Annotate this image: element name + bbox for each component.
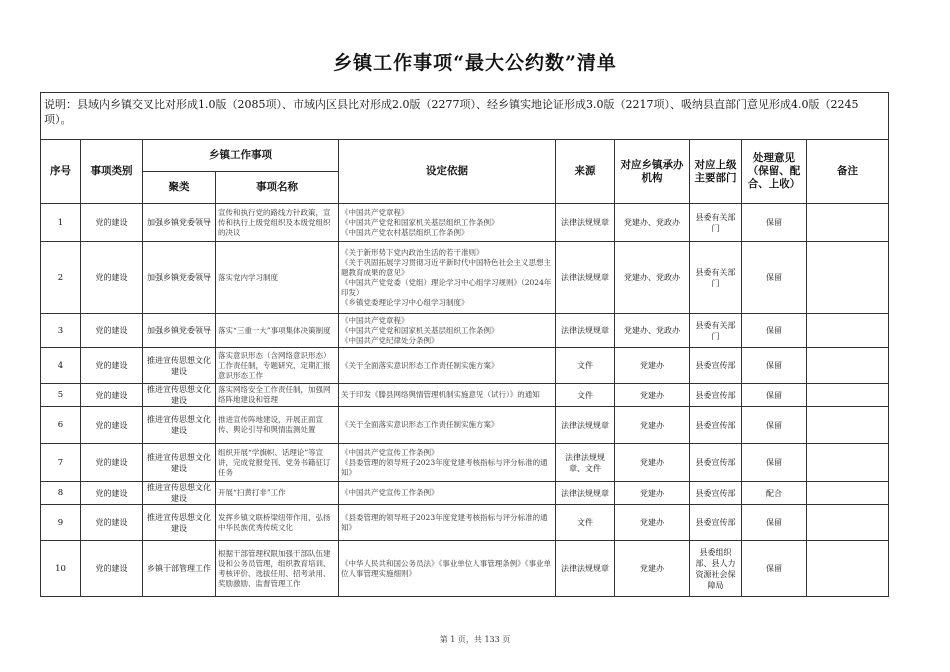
row-opinion: 保留 xyxy=(742,384,807,407)
row-basis: 《中国共产党章程》 《中国共产党党和国家机关基层组织工作条例》 《中国共产党农村基层组织工作条例》 xyxy=(339,204,556,242)
page-title: 乡镇工作事项“最大公约数”清单 xyxy=(333,52,617,74)
row-cluster: 推进宣传思想文化建设 xyxy=(143,348,216,384)
row-source: 法律法规规章、文件 xyxy=(556,444,615,482)
table-body xyxy=(41,204,889,597)
row-cluster: 推进宣传思想文化建设 xyxy=(143,482,216,505)
row-basis: 《中华人民共和国公务员法》《事业单位人事管理条例》《事业单位人事管理实施细则》 xyxy=(339,541,556,597)
table-row xyxy=(41,384,889,407)
row-item-name: 开展“扫黄打非”工作 xyxy=(216,482,339,505)
row-source: 法律法规规章 xyxy=(556,407,615,444)
row-seq: 10 xyxy=(41,541,81,597)
row-cluster: 推进宣传思想文化建设 xyxy=(143,384,216,407)
row-cluster: 乡镇干部管理工作 xyxy=(143,541,216,597)
row-opinion: 保留 xyxy=(742,348,807,384)
row-remark xyxy=(807,348,889,384)
row-upper-dept: 县委宣传部 xyxy=(690,407,742,444)
row-town-org: 党建办 xyxy=(615,444,690,482)
row-source: 法律法规规章 xyxy=(556,482,615,505)
row-basis: 关于印发《滕县网络舆情管理机制实施意见（试行）》的通知 xyxy=(339,384,556,407)
row-cluster: 加强乡镇党委领导 xyxy=(143,314,216,348)
row-item-name: 落实网络安全工作责任制，加强网络阵地建设和管理 xyxy=(216,384,339,407)
row-town-org: 党建办 xyxy=(615,407,690,444)
header-town-matters: 乡镇工作事项 xyxy=(143,140,339,172)
row-category: 党的建设 xyxy=(81,384,143,407)
row-cluster: 推进宣传思想文化建设 xyxy=(143,407,216,444)
row-opinion: 保留 xyxy=(742,314,807,348)
row-category: 党的建设 xyxy=(81,204,143,242)
table-note: 说明：县域内乡镇交叉比对形成1.0版（2085项）、市域内区县比对形成2.0版（2277项）、经乡镇实地论证形成3.0版（2217项）、吸纳县直部门意见形成4.0版（2245项）。 xyxy=(41,93,889,140)
row-town-org: 党建办 xyxy=(615,505,690,541)
header-cluster: 聚类 xyxy=(143,172,216,204)
row-item-name: 组织开展“学旗帜、话理论”等宣讲，完成党报党刊、党务书籍征订任务 xyxy=(216,444,339,482)
header-upper-dept: 对应上级主要部门 xyxy=(690,140,742,204)
row-upper-dept: 县委宣传部 xyxy=(690,444,742,482)
row-town-org: 党建办、党政办 xyxy=(615,242,690,314)
matters-table-container xyxy=(40,92,888,597)
row-item-name: 根据干部管理权限加强干部队伍建设和公务员管理，组织教育培训、考核评价、选拔任用、招考录用、奖励激励、监督管理工作 xyxy=(216,541,339,597)
header-remark: 备注 xyxy=(807,140,889,204)
row-cluster: 加强乡镇党委领导 xyxy=(143,204,216,242)
row-upper-dept: 县委宣传部 xyxy=(690,384,742,407)
row-seq: 8 xyxy=(41,482,81,505)
row-upper-dept: 县委宣传部 xyxy=(690,482,742,505)
table-row xyxy=(41,314,889,348)
row-remark xyxy=(807,407,889,444)
row-category: 党的建设 xyxy=(81,505,143,541)
row-source: 法律法规规章 xyxy=(556,204,615,242)
row-item-name: 宣传和执行党的路线方针政策，宣传和执行上级党组织及本级党组织的决议 xyxy=(216,204,339,242)
table-row xyxy=(41,242,889,314)
row-remark xyxy=(807,314,889,348)
row-category: 党的建设 xyxy=(81,444,143,482)
row-town-org: 党建办 xyxy=(615,482,690,505)
matters-table xyxy=(40,92,889,597)
row-cluster: 推进宣传思想文化建设 xyxy=(143,505,216,541)
row-seq: 6 xyxy=(41,407,81,444)
row-category: 党的建设 xyxy=(81,407,143,444)
row-opinion: 配合 xyxy=(742,482,807,505)
row-category: 党的建设 xyxy=(81,482,143,505)
table-row xyxy=(41,204,889,242)
table-row xyxy=(41,444,889,482)
row-cluster: 推进宣传思想文化建设 xyxy=(143,444,216,482)
row-remark xyxy=(807,505,889,541)
row-source: 法律法规规章 xyxy=(556,314,615,348)
row-category: 党的建设 xyxy=(81,314,143,348)
row-basis: 《中国共产党章程》 《中国共产党党和国家机关基层组织工作条例》 《中国共产党纪律处分条例》 xyxy=(339,314,556,348)
row-source: 法律法规规章 xyxy=(556,242,615,314)
row-opinion: 保留 xyxy=(742,407,807,444)
row-remark xyxy=(807,541,889,597)
row-seq: 5 xyxy=(41,384,81,407)
header-opinion: 处理意见（保留、配合、上收） xyxy=(742,140,807,204)
row-item-name: 落实意识形态（含网络意识形态）工作责任制，专题研究、定期汇报意识形态工作 xyxy=(216,348,339,384)
table-row xyxy=(41,505,889,541)
row-upper-dept: 县委组织部、县人力资源社会保障局 xyxy=(690,541,742,597)
row-seq: 3 xyxy=(41,314,81,348)
row-item-name: 推进宣传阵地建设，开展正面宣传、舆论引导和舆情监测处置 xyxy=(216,407,339,444)
header-basis: 设定依据 xyxy=(339,140,556,204)
row-town-org: 党建办 xyxy=(615,384,690,407)
row-remark xyxy=(807,242,889,314)
row-seq: 7 xyxy=(41,444,81,482)
row-basis: 《关于全面落实意识形态工作责任制实施方案》 xyxy=(339,348,556,384)
row-town-org: 党建办、党政办 xyxy=(615,204,690,242)
row-opinion: 保留 xyxy=(742,242,807,314)
row-seq: 4 xyxy=(41,348,81,384)
table-row xyxy=(41,348,889,384)
row-opinion: 保留 xyxy=(742,204,807,242)
header-category: 事项类别 xyxy=(81,140,143,204)
row-item-name: 落实“三重一大”事项集体决策制度 xyxy=(216,314,339,348)
table-row xyxy=(41,407,889,444)
row-source: 法律法规规章 xyxy=(556,541,615,597)
row-remark xyxy=(807,444,889,482)
row-source: 文件 xyxy=(556,505,615,541)
row-upper-dept: 县委宣传部 xyxy=(690,505,742,541)
row-category: 党的建设 xyxy=(81,348,143,384)
table-row xyxy=(41,541,889,597)
header-town-org: 对应乡镇承办机构 xyxy=(615,140,690,204)
row-town-org: 党建办 xyxy=(615,348,690,384)
row-seq: 9 xyxy=(41,505,81,541)
row-basis: 《关于新形势下党内政治生活的若干准则》 《关于巩固拓展学习贯彻习近平新时代中国特色社会主义思想主题教育成果的意见》 《中国共产党党委（党组）理论学习中心组学习规则》（2024年印发） 《乡镇党委理论学习中心组学习制度》 xyxy=(339,242,556,314)
row-cluster: 加强乡镇党委领导 xyxy=(143,242,216,314)
row-seq: 2 xyxy=(41,242,81,314)
header-source: 来源 xyxy=(556,140,615,204)
header-item-name: 事项名称 xyxy=(216,172,339,204)
row-town-org: 党建办、党政办 xyxy=(615,314,690,348)
header-seq: 序号 xyxy=(41,140,81,204)
row-item-name: 落实党内学习制度 xyxy=(216,242,339,314)
row-upper-dept: 县委有关部门 xyxy=(690,204,742,242)
row-seq: 1 xyxy=(41,204,81,242)
row-upper-dept: 县委有关部门 xyxy=(690,314,742,348)
page-footer: 第 1 页，共 133 页 xyxy=(439,635,511,644)
row-basis: 《县委管理的领导班子2023年度党建考核指标与评分标准的通知》 xyxy=(339,505,556,541)
row-upper-dept: 县委有关部门 xyxy=(690,242,742,314)
row-town-org: 党建办 xyxy=(615,541,690,597)
row-remark xyxy=(807,384,889,407)
row-upper-dept: 县委宣传部 xyxy=(690,348,742,384)
row-opinion: 保留 xyxy=(742,505,807,541)
row-opinion: 保留 xyxy=(742,541,807,597)
row-source: 文件 xyxy=(556,384,615,407)
row-source: 文件 xyxy=(556,348,615,384)
table-row xyxy=(41,482,889,505)
row-item-name: 发挥乡镇文联桥梁纽带作用，弘扬中华民族优秀传统文化 xyxy=(216,505,339,541)
row-category: 党的建设 xyxy=(81,242,143,314)
row-basis: 《关于全面落实意识形态工作责任制实施方案》 xyxy=(339,407,556,444)
row-basis: 《中国共产党宣传工作条例》 xyxy=(339,482,556,505)
row-basis: 《中国共产党宣传工作条例》 《县委管理的领导班子2023年度党建考核指标与评分标准的通知》 xyxy=(339,444,556,482)
row-remark xyxy=(807,204,889,242)
row-opinion: 保留 xyxy=(742,444,807,482)
row-category: 党的建设 xyxy=(81,541,143,597)
row-remark xyxy=(807,482,889,505)
